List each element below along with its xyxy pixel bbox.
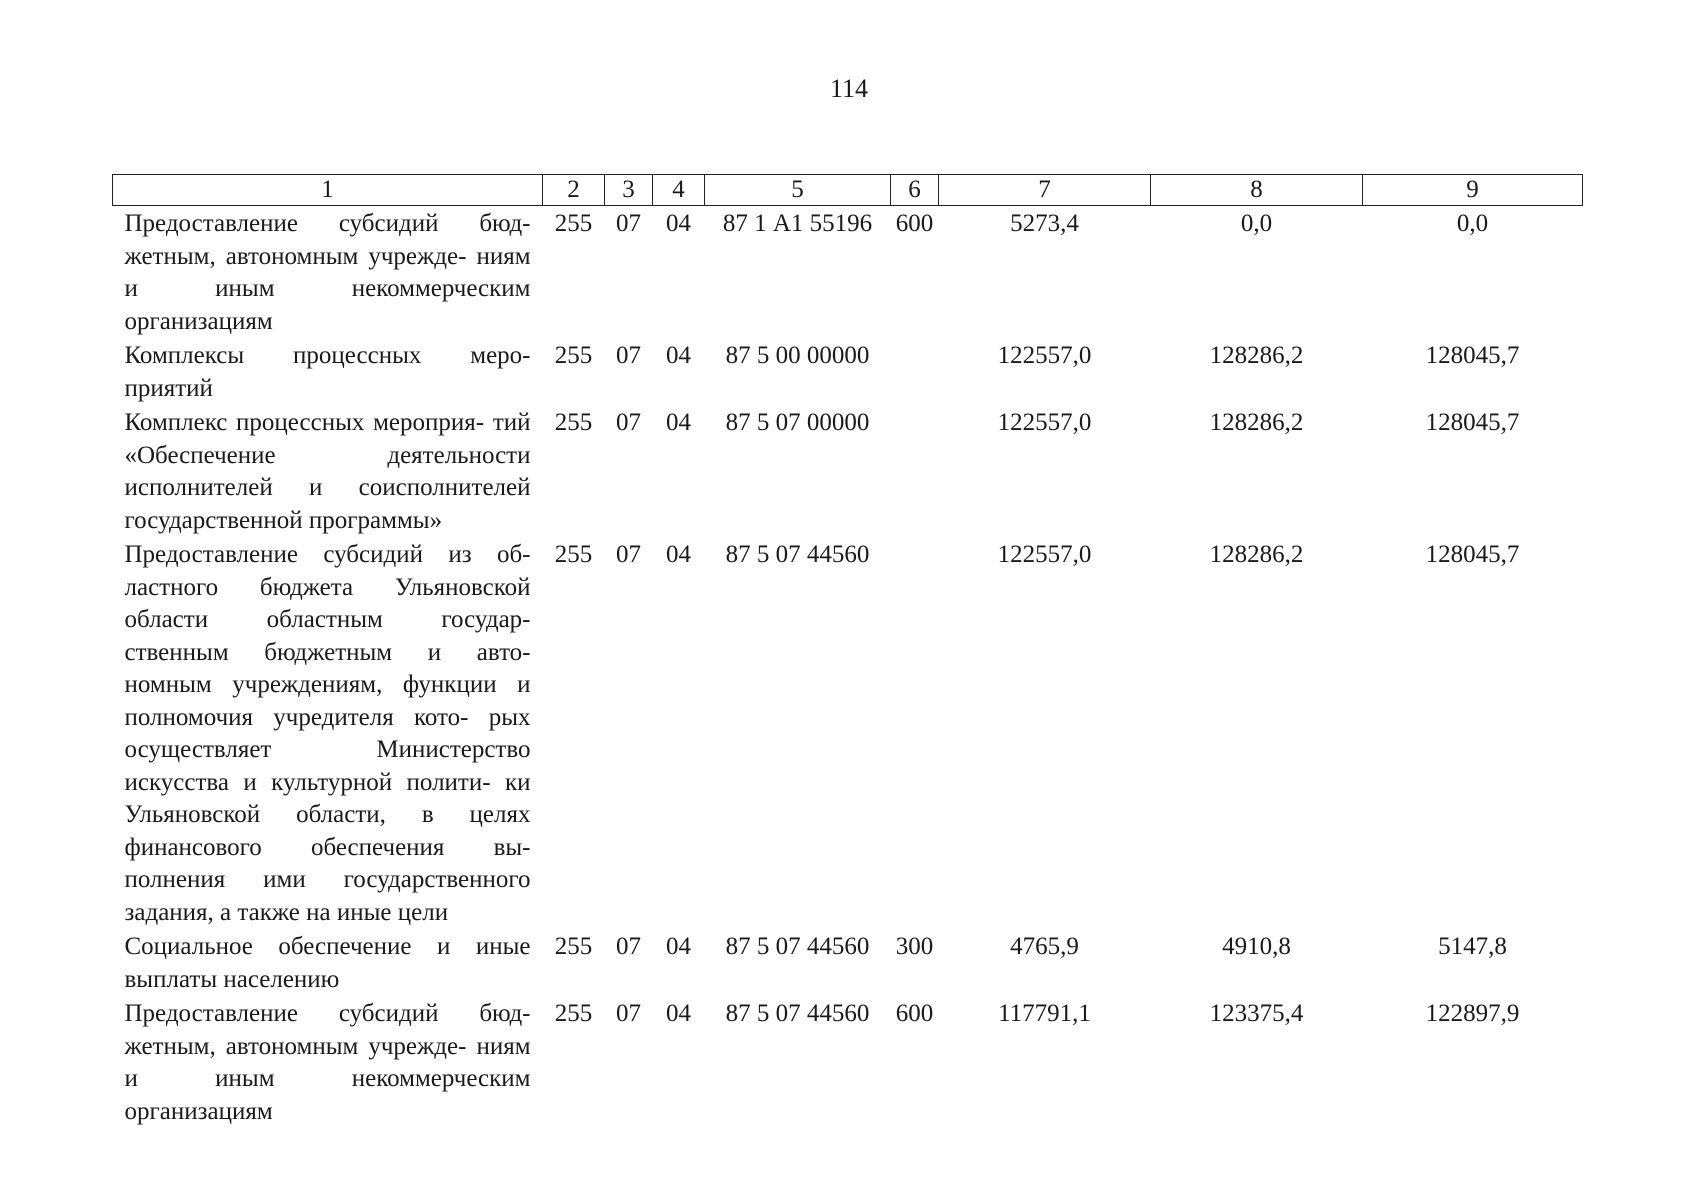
table-row xyxy=(113,405,1583,537)
table-row xyxy=(113,929,1583,996)
column-header: 5 xyxy=(705,175,891,206)
code-cell: 255 xyxy=(554,1000,593,1027)
item-name-line: Предоставление субсидий бюд- xyxy=(124,1000,531,1027)
item-name-line: жетным, автономным учрежде- xyxy=(124,242,467,270)
item-name-line: ки Ульяновской области, в целях xyxy=(124,768,531,828)
column-header: 3 xyxy=(605,175,653,206)
amount-cell: 128045,7 xyxy=(1425,342,1520,369)
target-article-cell: 87 5 07 00000 xyxy=(725,409,870,436)
page-number: 114 xyxy=(829,74,869,103)
item-name-cell xyxy=(113,206,543,339)
amount-cell: 117791,1 xyxy=(998,1000,1091,1027)
item-name-cell xyxy=(113,405,543,537)
item-name-line: и полномочия учредителя кото- xyxy=(124,671,531,731)
item-name-line: Предоставление субсидий бюд- xyxy=(124,210,531,237)
column-header: 2 xyxy=(543,175,605,206)
amount-cell: 122897,9 xyxy=(1425,1000,1520,1027)
header-row xyxy=(113,175,1583,206)
expense-type-cell: 600 xyxy=(895,210,934,237)
item-name-line: Комплекс процессных мероприя- xyxy=(124,409,485,436)
subsection-cell: 04 xyxy=(666,342,691,369)
item-name-line: ственным бюджетным и авто- xyxy=(124,638,531,666)
item-name-line: исполнителей и соисполнителей xyxy=(124,474,531,501)
item-name-line: финансового обеспечения вы- xyxy=(124,833,531,861)
item-name-line: ластного бюджета Ульяновской xyxy=(124,573,531,601)
item-name-line: приятий xyxy=(124,374,213,402)
code-cell: 255 xyxy=(554,541,593,568)
section-cell: 07 xyxy=(616,342,641,369)
section-cell: 07 xyxy=(616,1000,641,1027)
amount-cell: 128286,2 xyxy=(1209,342,1304,369)
section-cell: 07 xyxy=(616,210,641,237)
column-header: 6 xyxy=(891,175,939,206)
column-header: 4 xyxy=(653,175,705,206)
expense-type-cell xyxy=(891,537,939,929)
item-name-cell xyxy=(113,338,543,405)
amount-cell: 128045,7 xyxy=(1425,409,1520,436)
target-article-cell: 87 5 07 44560 xyxy=(725,933,870,960)
amount-cell: 122557,0 xyxy=(997,541,1092,568)
amount-cell: 0,0 xyxy=(1240,210,1273,237)
item-name-line: номным учреждениям, функции xyxy=(124,671,497,698)
table-row xyxy=(113,537,1583,929)
item-name-line: рых осуществляет Министерство xyxy=(124,703,531,763)
amount-cell: 128286,2 xyxy=(1209,409,1304,436)
expense-type-cell: 600 xyxy=(895,1000,934,1027)
amount-cell: 128045,7 xyxy=(1425,541,1520,568)
item-name-line: задания, а также на иные цели xyxy=(124,898,449,926)
budget-table xyxy=(112,174,1583,1128)
subsection-cell: 04 xyxy=(666,933,691,960)
section-cell: 07 xyxy=(616,541,641,568)
column-header: 8 xyxy=(1151,175,1363,206)
expense-type-cell xyxy=(891,338,939,405)
amount-cell: 122557,0 xyxy=(997,409,1092,436)
item-name-line: Социальное обеспечение и иные xyxy=(124,933,531,960)
amount-cell: 5147,8 xyxy=(1438,933,1507,960)
item-name-line: государственной программы» xyxy=(124,506,443,534)
item-name-line: организациям xyxy=(124,1097,273,1125)
item-name-line: области областным государ- xyxy=(124,606,531,633)
amount-cell: 5273,4 xyxy=(1010,210,1079,237)
column-header: 9 xyxy=(1363,175,1583,206)
target-article-cell: 87 5 07 44560 xyxy=(725,541,870,568)
amount-cell: 4765,9 xyxy=(1010,933,1079,960)
table-row xyxy=(113,338,1583,405)
table-row xyxy=(113,206,1583,339)
item-name-line: ниям и иным некоммерческим xyxy=(124,242,531,302)
subsection-cell: 04 xyxy=(666,541,691,568)
section-cell: 07 xyxy=(616,933,641,960)
expense-type-cell xyxy=(891,405,939,537)
subsection-cell: 04 xyxy=(666,409,691,436)
table-body xyxy=(113,206,1583,1129)
code-cell: 255 xyxy=(554,933,593,960)
target-article-cell: 87 5 07 44560 xyxy=(725,1000,870,1027)
amount-cell: 0,0 xyxy=(1456,210,1489,237)
section-cell: 07 xyxy=(616,409,641,436)
item-name-cell xyxy=(113,929,543,996)
amount-cell: 122557,0 xyxy=(997,342,1092,369)
item-name-line: полнения ими государственного xyxy=(124,866,531,893)
item-name-cell xyxy=(113,537,543,929)
target-article-cell: 87 1 А1 55196 xyxy=(722,210,873,237)
amount-cell: 4910,8 xyxy=(1222,933,1291,960)
item-name-line: организациям xyxy=(124,307,273,335)
item-name-line: жетным, автономным учрежде- xyxy=(124,1032,467,1060)
target-article-cell: 87 5 00 00000 xyxy=(725,342,870,369)
item-name-line: искусства и культурной полити- xyxy=(124,768,491,796)
item-name-line: Предоставление субсидий из об- xyxy=(124,541,531,568)
subsection-cell: 04 xyxy=(666,1000,691,1027)
column-header: 7 xyxy=(939,175,1151,206)
code-cell: 255 xyxy=(554,342,593,369)
item-name-line: тий «Обеспечение деятельности xyxy=(124,409,531,469)
table-row xyxy=(113,996,1583,1128)
amount-cell: 128286,2 xyxy=(1209,541,1304,568)
item-name-line: выплаты населению xyxy=(124,965,340,993)
item-name-line: ниям и иным некоммерческим xyxy=(124,1032,531,1092)
amount-cell: 123375,4 xyxy=(1209,1000,1304,1027)
subsection-cell: 04 xyxy=(666,210,691,237)
item-name-line: Комплексы процессных меро- xyxy=(124,342,531,369)
item-name-cell xyxy=(113,996,543,1128)
code-cell: 255 xyxy=(554,210,593,237)
expense-type-cell: 300 xyxy=(895,933,934,960)
column-header: 1 xyxy=(113,175,543,206)
code-cell: 255 xyxy=(554,409,593,436)
